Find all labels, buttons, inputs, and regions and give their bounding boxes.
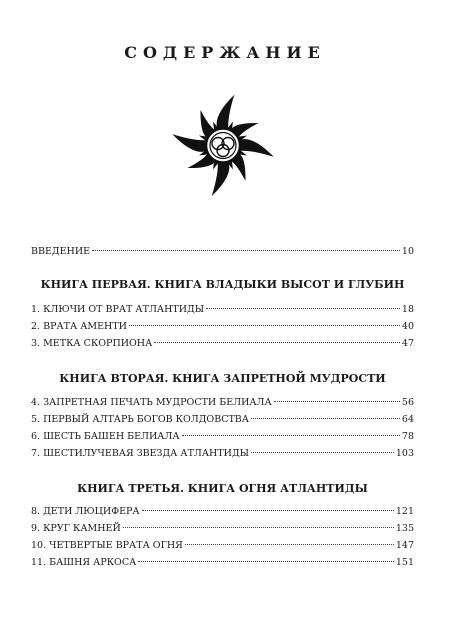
dot-leader (251, 452, 394, 453)
toc-entry-page: 147 (395, 540, 414, 551)
toc-entry-label: 9. КРУГ КАМНЕЙ (31, 523, 121, 534)
dot-leader (154, 342, 400, 343)
toc-entry[interactable] (31, 303, 414, 317)
toc-entry-label: 3. МЕТКА СКОРПИОНА (31, 338, 153, 349)
dot-leader (251, 418, 400, 419)
toc-entry-label: 7. ШЕСТИЛУЧЕВАЯ ЗВЕЗДА АТЛАНТИДЫ (31, 448, 250, 459)
dot-leader (206, 308, 400, 309)
toc-entry-label: 1. КЛЮЧИ ОТ ВРАТ АТЛАНТИДЫ (31, 304, 205, 315)
dot-leader (274, 401, 400, 402)
toc-entry[interactable] (31, 320, 414, 334)
toc-entry[interactable] (31, 337, 414, 351)
toc-entry-label: 5. ПЕРВЫЙ АЛТАРЬ БОГОВ КОЛДОВСТВА (31, 414, 249, 425)
book-heading-2: КНИГА ВТОРАЯ. КНИГА ЗАПРЕТНОЙ МУДРОСТИ (59, 372, 386, 385)
dot-leader (92, 250, 400, 251)
toc-entry[interactable] (31, 396, 414, 410)
toc-entry-page: 78 (401, 431, 414, 442)
book-heading-3: КНИГА ТРЕТЬЯ. КНИГА ОГНЯ АТЛАНТИДЫ (77, 482, 368, 495)
toc-entry-page: 64 (401, 414, 414, 425)
toc-entry-label: 4. ЗАПРЕТНАЯ ПЕЧАТЬ МУДРОСТИ БЕЛИАЛА (31, 397, 272, 408)
dot-leader (129, 325, 400, 326)
toc-entry[interactable] (31, 505, 414, 519)
toc-entry[interactable] (31, 413, 414, 427)
toc-entry-page: 135 (395, 523, 414, 534)
toc-entry-page: 151 (395, 557, 414, 568)
dot-leader (123, 527, 394, 528)
toc-entry-label: 6. ШЕСТЬ БАШЕН БЕЛИАЛА (31, 431, 180, 442)
sun-emblem-icon (167, 83, 279, 208)
toc-entry-intro[interactable] (31, 245, 414, 259)
toc-entry-label: 8. ДЕТИ ЛЮЦИФЕРА (31, 506, 140, 517)
dot-leader (138, 561, 394, 562)
toc-entry-page: 103 (395, 448, 414, 459)
toc-entry[interactable] (31, 539, 414, 553)
dot-leader (182, 435, 400, 436)
toc-entry[interactable] (31, 556, 414, 570)
toc-entry-page: 47 (401, 338, 414, 349)
toc-entry-label: 11. БАШНЯ АРКОСА (31, 557, 137, 568)
toc-entry-page: 18 (401, 304, 414, 315)
toc-entry-page: 10 (401, 246, 414, 257)
toc-entry[interactable] (31, 430, 414, 444)
dot-leader (142, 510, 394, 511)
toc-entry-page: 121 (395, 506, 414, 517)
toc-entry-label: ВВЕДЕНИЕ (31, 246, 91, 257)
page-title: СОДЕРЖАНИЕ (124, 43, 326, 62)
book-heading-1: КНИГА ПЕРВАЯ. КНИГА ВЛАДЫКИ ВЫСОТ И ГЛУБИН (40, 278, 405, 291)
toc-entry[interactable] (31, 522, 414, 536)
toc-entry-label: 10. ЧЕТВЕРТЫЕ ВРАТА ОГНЯ (31, 540, 183, 551)
dot-leader (185, 544, 394, 545)
toc-entry[interactable] (31, 447, 414, 461)
toc-entry-page: 40 (401, 321, 414, 332)
toc-entry-label: 2. ВРАТА АМЕНТИ (31, 321, 127, 332)
toc-entry-page: 56 (401, 397, 414, 408)
